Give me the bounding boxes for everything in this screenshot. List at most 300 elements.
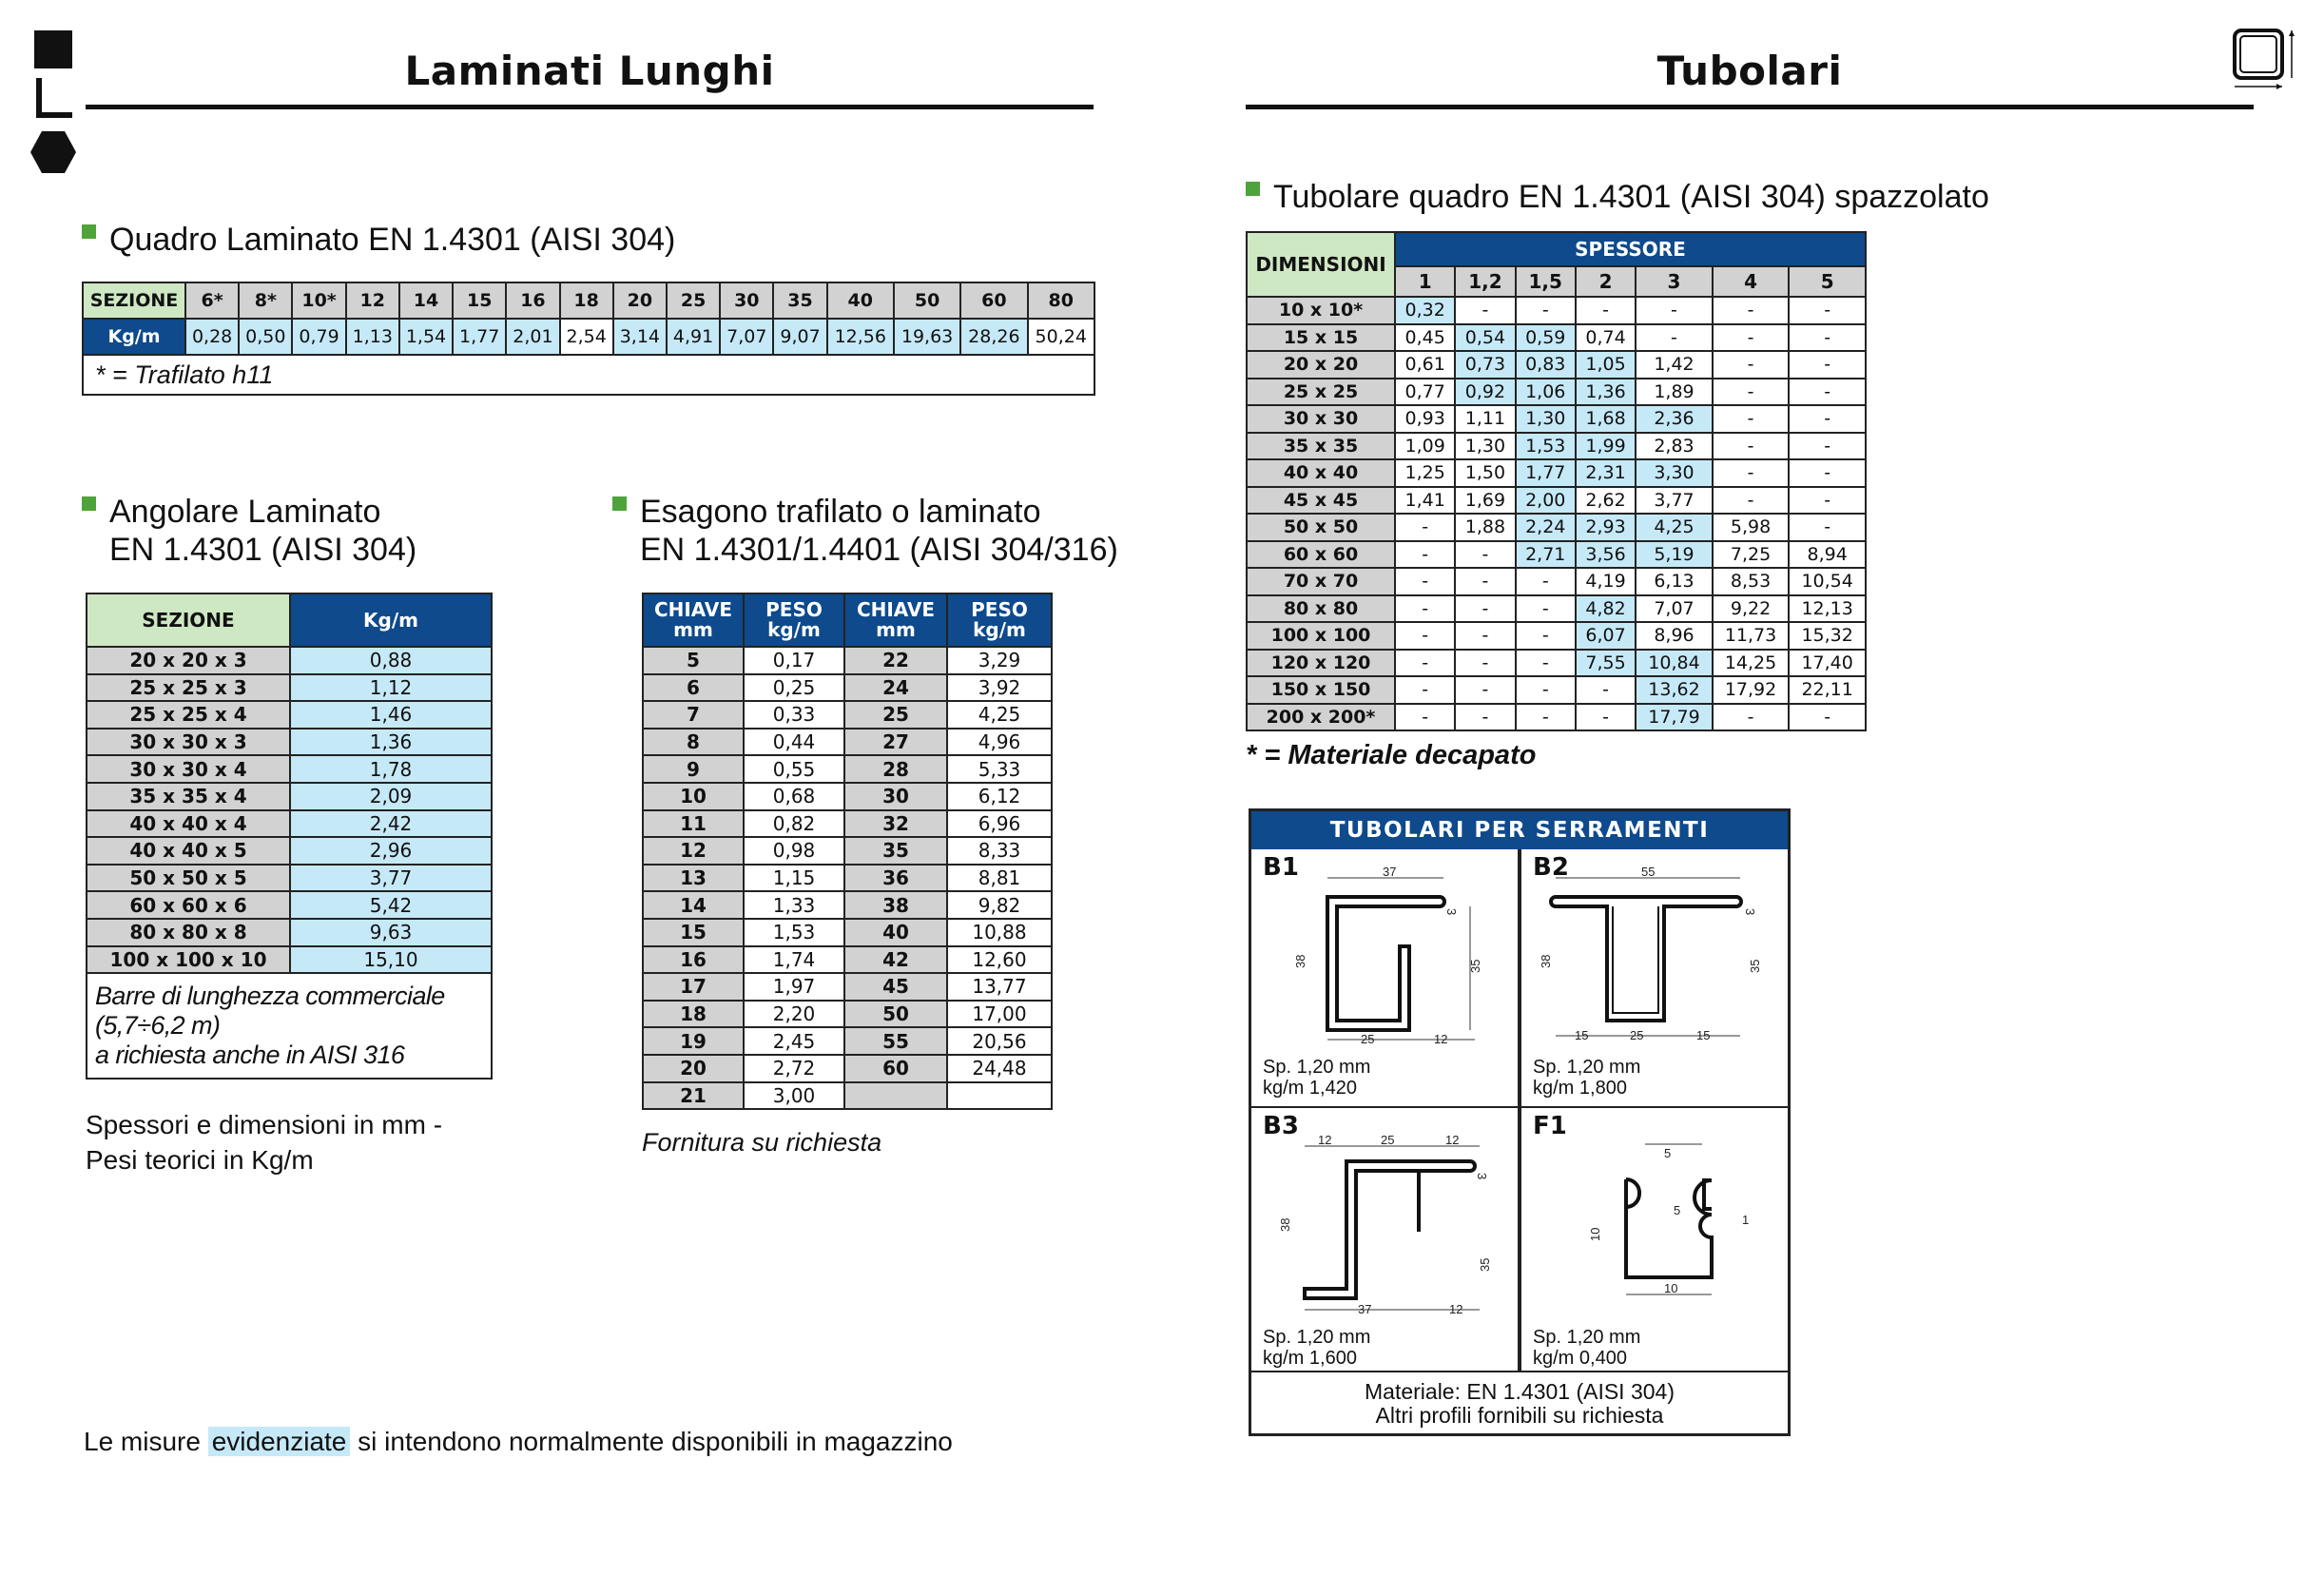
quadro-sezione-cell: 8*: [239, 282, 292, 319]
svg-text:25: 25: [1381, 1133, 1395, 1147]
table-row: [643, 865, 1052, 892]
esagono-peso-cell: 0,33: [744, 701, 844, 729]
tubolare-dim-cell: 200 x 200*: [1247, 704, 1395, 731]
tubolare-value-cell: -: [1516, 622, 1576, 650]
tubolare-value-cell: 0,59: [1516, 324, 1576, 352]
angolare-col-kgm: Kg/m: [290, 593, 492, 647]
tubolare-value-cell: 7,55: [1576, 650, 1636, 677]
tubolare-value-cell: 10,84: [1636, 650, 1713, 677]
tubolare-value-cell: 2,83: [1636, 433, 1713, 460]
tubolare-value-cell: -: [1395, 622, 1455, 650]
tubolare-value-cell: -: [1789, 324, 1866, 352]
esagono-col-chiave-1: CHIAVE mm: [643, 593, 744, 647]
angle-icon: [36, 78, 72, 118]
svg-text:15: 15: [1696, 1028, 1711, 1042]
table-row: [643, 647, 1052, 674]
svg-text:37: 37: [1383, 865, 1397, 879]
tubolare-value-cell: 8,53: [1713, 568, 1790, 595]
quadro-sezione-cell: 60: [960, 282, 1027, 319]
angolare-col-sezione: SEZIONE: [87, 593, 290, 647]
tubolare-dim-cell: 30 x 30: [1247, 405, 1395, 433]
profile-b1-code: B1: [1263, 853, 1299, 882]
esagono-col-chiave-2: CHIAVE mm: [844, 593, 947, 647]
esagono-footnote: Fornitura su richiesta: [642, 1128, 882, 1157]
esagono-chiave-cell: 30: [844, 783, 947, 810]
quadro-kgm-cell: 4,91: [667, 319, 720, 355]
esagono-chiave-cell: 27: [844, 729, 947, 756]
esagono-peso-cell: 0,44: [744, 729, 844, 756]
tubolare-value-cell: -: [1789, 704, 1866, 731]
svg-text:38: 38: [1539, 954, 1553, 968]
angolare-sezione-cell: 30 x 30 x 4: [87, 755, 290, 783]
angolare-kgm-cell: 9,63: [290, 919, 492, 946]
bullet-icon: [612, 496, 627, 511]
tubolare-value-cell: 2,36: [1636, 405, 1713, 433]
svg-text:12: 12: [1449, 1302, 1463, 1316]
angolare-kgm-cell: 2,96: [290, 837, 492, 865]
profile-b2: [1520, 849, 1788, 1108]
svg-text:35: 35: [1468, 959, 1482, 973]
tubolare-value-cell: 2,62: [1576, 487, 1636, 515]
tubolare-value-cell: 1,30: [1516, 405, 1576, 433]
tubolare-value-cell: 1,09: [1395, 433, 1455, 460]
profile-f1-drawing: [1521, 1108, 1790, 1322]
esagono-chiave-cell: 5: [643, 647, 744, 674]
angolare-sezione-cell: 20 x 20 x 3: [87, 647, 290, 674]
tubolare-value-cell: 5,19: [1636, 541, 1713, 569]
quadro-sezione-cell: 12: [346, 282, 399, 319]
table-row: [87, 729, 492, 756]
tubolare-value-cell: -: [1713, 405, 1790, 433]
tubolare-value-cell: 2,31: [1576, 459, 1636, 487]
table-row: [643, 729, 1052, 756]
svg-text:55: 55: [1641, 865, 1656, 879]
svg-text:35: 35: [1478, 1257, 1492, 1272]
tubolare-value-cell: 1,89: [1636, 379, 1713, 406]
tubolare-value-cell: -: [1576, 704, 1636, 731]
table-row: [1247, 704, 1866, 731]
tubolare-value-cell: 3,30: [1636, 459, 1713, 487]
tubolare-value-cell: 1,30: [1455, 433, 1515, 460]
tubolare-value-cell: 17,92: [1713, 676, 1790, 704]
esagono-peso-cell: 9,82: [947, 891, 1052, 919]
tubolare-value-cell: 2,24: [1516, 514, 1576, 541]
table-row: [1247, 405, 1866, 433]
quadro-sezione-label: SEZIONE: [83, 282, 185, 319]
tubolare-value-cell: 22,11: [1789, 676, 1866, 704]
tubolare-value-cell: 1,99: [1576, 433, 1636, 460]
esagono-peso-cell: 1,15: [744, 865, 844, 892]
tubolare-spessore-col: 4: [1713, 266, 1790, 297]
svg-text:25: 25: [1630, 1028, 1644, 1042]
esagono-chiave-cell: 40: [844, 919, 947, 946]
table-row: [87, 647, 492, 674]
square-icon: [34, 30, 72, 68]
esagono-peso-cell: 5,33: [947, 755, 1052, 783]
table-row: [643, 674, 1052, 702]
esagono-chiave-cell: 35: [844, 837, 947, 865]
tubolare-value-cell: 17,79: [1636, 704, 1713, 731]
esagono-chiave-cell: 50: [844, 1001, 947, 1028]
tubolare-value-cell: -: [1576, 676, 1636, 704]
svg-text:37: 37: [1358, 1302, 1372, 1316]
esagono-chiave-cell: 9: [643, 755, 744, 783]
tubolare-spessore-header: SPESSORE: [1395, 232, 1866, 266]
tubolare-footnote: * = Materiale decapato: [1246, 740, 1537, 770]
tubolare-dim-cell: 70 x 70: [1247, 568, 1395, 595]
tubolare-value-cell: 1,53: [1516, 433, 1576, 460]
esagono-chiave-cell: 12: [643, 837, 744, 865]
tubolare-value-cell: 17,40: [1789, 650, 1866, 677]
table-row: [87, 837, 492, 865]
table-row: [87, 783, 492, 810]
esagono-chiave-cell: 17: [643, 973, 744, 1001]
quadro-sezione-cell: 40: [827, 282, 894, 319]
esagono-chiave-cell: 7: [643, 701, 744, 729]
table-row: [87, 810, 492, 838]
esagono-peso-cell: 1,33: [744, 891, 844, 919]
highlighted-word: evidenziate: [208, 1427, 351, 1456]
esagono-peso-cell: 0,68: [744, 783, 844, 810]
esagono-chiave-cell: 32: [844, 810, 947, 838]
table-row: [87, 865, 492, 892]
tubolare-value-cell: 1,88: [1455, 514, 1515, 541]
quadro-sezione-cell: 10*: [292, 282, 345, 319]
angolare-sezione-cell: 40 x 40 x 5: [87, 837, 290, 865]
tubolare-value-cell: -: [1455, 297, 1515, 324]
tubolare-value-cell: 1,05: [1576, 351, 1636, 379]
esagono-peso-cell: 8,81: [947, 865, 1052, 892]
angolare-table: [86, 593, 493, 1080]
table-row: [1247, 541, 1866, 569]
tubolare-value-cell: 6,13: [1636, 568, 1713, 595]
tubolare-value-cell: 15,32: [1789, 622, 1866, 650]
esagono-peso-cell: 3,92: [947, 674, 1052, 702]
tubolare-dim-cell: 15 x 15: [1247, 324, 1395, 352]
angolare-sezione-cell: 30 x 30 x 3: [87, 729, 290, 756]
svg-text:3: 3: [1743, 908, 1757, 916]
tubolare-heading: Tubolare quadro EN 1.4301 (AISI 304) spazzolato: [1246, 178, 1989, 216]
tubolare-spessore-col: 1,2: [1455, 266, 1515, 297]
table-row: [643, 837, 1052, 865]
quadro-kgm-cell: 12,56: [827, 319, 894, 355]
angolare-heading: Angolare Laminato EN 1.4301 (AISI 304): [82, 493, 416, 569]
quadro-sezione-cell: 30: [720, 282, 773, 319]
tubolare-dim-cell: 50 x 50: [1247, 514, 1395, 541]
table-row: [1247, 297, 1866, 324]
page-title-tubolari: Tubolari: [1656, 48, 1843, 94]
tubolare-value-cell: 0,93: [1395, 405, 1455, 433]
table-row: [643, 946, 1052, 974]
quadro-kgm-cell: 1,77: [453, 319, 506, 355]
tubolare-value-cell: -: [1789, 405, 1866, 433]
quadro-sezione-cell: 20: [613, 282, 667, 319]
esagono-peso-cell: 6,96: [947, 810, 1052, 838]
tubolare-value-cell: -: [1789, 487, 1866, 515]
angolare-sezione-cell: 35 x 35 x 4: [87, 783, 290, 810]
tubolare-dim-cell: 100 x 100: [1247, 622, 1395, 650]
quadro-sezione-cell: 6*: [185, 282, 239, 319]
quadro-kgm-cell: 19,63: [894, 319, 960, 355]
tubolare-dim-cell: 60 x 60: [1247, 541, 1395, 569]
quadro-kgm-label: Kg/m: [83, 319, 185, 355]
quadro-sezione-cell: 15: [453, 282, 506, 319]
title-rule-right: [1246, 105, 2254, 109]
table-row: [643, 755, 1052, 783]
tubolare-value-cell: -: [1455, 595, 1515, 623]
table-row: [643, 1001, 1052, 1028]
tubolare-value-cell: 0,73: [1455, 351, 1515, 379]
esagono-peso-cell: 3,29: [947, 647, 1052, 674]
quadro-kgm-cell: 28,26: [960, 319, 1027, 355]
svg-text:10: 10: [1664, 1281, 1678, 1295]
tubolare-value-cell: -: [1395, 676, 1455, 704]
table-row: [643, 919, 1052, 946]
tubolare-value-cell: -: [1395, 650, 1455, 677]
esagono-peso-cell: 10,88: [947, 919, 1052, 946]
quadro-sezione-cell: 18: [560, 282, 613, 319]
angolare-kgm-cell: 0,88: [290, 647, 492, 674]
angolare-kgm-cell: 1,12: [290, 674, 492, 702]
tubolare-value-cell: 10,54: [1789, 568, 1866, 595]
esagono-chiave-cell: 25: [844, 701, 947, 729]
esagono-peso-cell: 12,60: [947, 946, 1052, 974]
esagono-chiave-cell: 14: [643, 891, 744, 919]
esagono-chiave-cell: 60: [844, 1055, 947, 1082]
tubolare-value-cell: 0,92: [1455, 379, 1515, 406]
esagono-peso-cell: 4,25: [947, 701, 1052, 729]
table-row: [1247, 433, 1866, 460]
esagono-chiave-cell: 42: [844, 946, 947, 974]
table-row: [1247, 514, 1866, 541]
profile-b1-info: Sp. 1,20 mm kg/m 1,420: [1263, 1057, 1371, 1099]
esagono-chiave-cell: [844, 1082, 947, 1110]
esagono-chiave-cell: 28: [844, 755, 947, 783]
esagono-peso-cell: 0,55: [744, 755, 844, 783]
tubolare-value-cell: 14,25: [1713, 650, 1790, 677]
tubolare-value-cell: -: [1516, 676, 1576, 704]
angolare-sezione-cell: 40 x 40 x 4: [87, 810, 290, 838]
table-row: [643, 783, 1052, 810]
esagono-chiave-cell: 36: [844, 865, 947, 892]
square-tube-icon: [2231, 27, 2307, 93]
quadro-kgm-cell: 3,14: [613, 319, 667, 355]
quadro-kgm-cell: 50,24: [1028, 319, 1094, 355]
profile-f1-info: Sp. 1,20 mm kg/m 0,400: [1533, 1327, 1641, 1369]
tubolare-value-cell: -: [1395, 541, 1455, 569]
angolare-sezione-cell: 25 x 25 x 3: [87, 674, 290, 702]
table-row: [1247, 595, 1866, 623]
tubolare-value-cell: -: [1516, 704, 1576, 731]
tubolare-value-cell: -: [1455, 704, 1515, 731]
tubolare-spessore-col: 3: [1636, 266, 1713, 297]
tubolare-value-cell: 1,41: [1395, 487, 1455, 515]
tubolare-value-cell: -: [1789, 379, 1866, 406]
page-title-laminati: Laminati Lunghi: [404, 48, 775, 94]
esagono-chiave-cell: 18: [643, 1001, 744, 1028]
tubolare-value-cell: 1,36: [1576, 379, 1636, 406]
tubolare-dim-cell: 25 x 25: [1247, 379, 1395, 406]
svg-text:3: 3: [1444, 908, 1459, 916]
esagono-chiave-cell: 6: [643, 674, 744, 702]
tubolare-value-cell: -: [1395, 568, 1455, 595]
tubolare-value-cell: 0,83: [1516, 351, 1576, 379]
esagono-peso-cell: 1,53: [744, 919, 844, 946]
serramenti-box: [1249, 808, 1791, 1436]
svg-text:3: 3: [1475, 1173, 1489, 1180]
tubolare-value-cell: -: [1395, 514, 1455, 541]
esagono-peso-cell: 17,00: [947, 1001, 1052, 1028]
tubolare-value-cell: -: [1516, 568, 1576, 595]
esagono-peso-cell: 0,17: [744, 647, 844, 674]
tubolare-value-cell: -: [1713, 433, 1790, 460]
esagono-peso-cell: [947, 1082, 1052, 1110]
serramenti-footer: Materiale: EN 1.4301 (AISI 304) Altri profili fornibili su richiesta: [1365, 1379, 1675, 1428]
tubolare-dim-cell: 35 x 35: [1247, 433, 1395, 460]
profile-b1-drawing: [1251, 849, 1520, 1049]
tubolare-value-cell: -: [1455, 568, 1515, 595]
tubolare-value-cell: -: [1636, 324, 1713, 352]
esagono-chiave-cell: 13: [643, 865, 744, 892]
table-row: [87, 946, 492, 974]
tubolare-dim-cell: 80 x 80: [1247, 595, 1395, 623]
title-rule-left: [86, 105, 1094, 109]
quadro-sezione-cell: 14: [399, 282, 453, 319]
tubolare-dim-cell: 120 x 120: [1247, 650, 1395, 677]
esagono-chiave-cell: 20: [643, 1055, 744, 1082]
tubolare-value-cell: 1,25: [1395, 459, 1455, 487]
tubolare-value-cell: -: [1516, 297, 1576, 324]
tubolare-value-cell: -: [1395, 595, 1455, 623]
svg-text:25: 25: [1361, 1032, 1375, 1046]
tubolare-value-cell: 3,56: [1576, 541, 1636, 569]
table-row: [87, 674, 492, 702]
tubolare-value-cell: -: [1713, 459, 1790, 487]
tubolare-value-cell: -: [1455, 541, 1515, 569]
tubolare-value-cell: -: [1789, 351, 1866, 379]
table-row: [1247, 459, 1866, 487]
tubolare-value-cell: -: [1713, 324, 1790, 352]
quadro-sezione-cell: 35: [773, 282, 826, 319]
tubolare-value-cell: -: [1455, 622, 1515, 650]
esagono-chiave-cell: 16: [643, 946, 744, 974]
bottom-note: Le misure evidenziate si intendono normalmente disponibili in magazzino: [84, 1427, 953, 1456]
esagono-chiave-cell: 22: [844, 647, 947, 674]
esagono-col-peso-2: PESO kg/m: [947, 593, 1052, 647]
esagono-peso-cell: 3,00: [744, 1082, 844, 1110]
table-row: [1247, 568, 1866, 595]
esagono-chiave-cell: 11: [643, 810, 744, 838]
tubolare-value-cell: 1,42: [1636, 351, 1713, 379]
quadro-kgm-cell: 2,01: [506, 319, 559, 355]
table-row: [643, 810, 1052, 838]
esagono-chiave-cell: 19: [643, 1027, 744, 1055]
tubolare-value-cell: -: [1455, 676, 1515, 704]
quadro-sezione-cell: 16: [506, 282, 559, 319]
tubolare-value-cell: 12,13: [1789, 595, 1866, 623]
svg-text:12: 12: [1445, 1133, 1460, 1147]
profile-b3: [1251, 1108, 1520, 1372]
tubolare-value-cell: 0,77: [1395, 379, 1455, 406]
quadro-table: [82, 282, 1095, 396]
profile-b1: [1251, 849, 1520, 1108]
bullet-icon: [82, 496, 96, 511]
quadro-heading: Quadro Laminato EN 1.4301 (AISI 304): [82, 221, 675, 259]
esagono-chiave-cell: 8: [643, 729, 744, 756]
tubolare-dim-cell: 20 x 20: [1247, 351, 1395, 379]
tubolare-spessore-col: 2: [1576, 266, 1636, 297]
table-row: [643, 891, 1052, 919]
quadro-sezione-cell: 80: [1028, 282, 1094, 319]
tubolare-col-dimensioni: DIMENSIONI: [1247, 232, 1395, 297]
tubolare-value-cell: 0,74: [1576, 324, 1636, 352]
bullet-icon: [82, 224, 96, 239]
table-row: [643, 701, 1052, 729]
tubolare-spessore-col: 1,5: [1516, 266, 1576, 297]
esagono-peso-cell: 0,82: [744, 810, 844, 838]
tubolare-value-cell: 3,77: [1636, 487, 1713, 515]
tubolare-value-cell: 0,32: [1395, 297, 1455, 324]
esagono-peso-cell: 24,48: [947, 1055, 1052, 1082]
table-row: [1247, 676, 1866, 704]
bullet-icon: [1246, 182, 1260, 196]
profile-f1: [1520, 1108, 1788, 1372]
esagono-peso-cell: 2,72: [744, 1055, 844, 1082]
esagono-chiave-cell: 38: [844, 891, 947, 919]
tubolare-value-cell: 9,22: [1713, 595, 1790, 623]
hexagon-icon: [30, 131, 76, 173]
angolare-kgm-cell: 2,09: [290, 783, 492, 810]
tubolare-value-cell: 0,61: [1395, 351, 1455, 379]
angolare-sezione-cell: 80 x 80 x 8: [87, 919, 290, 946]
quadro-kgm-cell: 1,54: [399, 319, 453, 355]
profile-b3-code: B3: [1263, 1112, 1299, 1140]
tubolare-value-cell: 4,19: [1576, 568, 1636, 595]
table-row: [643, 1027, 1052, 1055]
svg-text:12: 12: [1434, 1032, 1448, 1046]
tubolare-dim-cell: 45 x 45: [1247, 487, 1395, 515]
quadro-note: * = Trafilato h11: [83, 355, 1094, 395]
tubolare-value-cell: 13,62: [1636, 676, 1713, 704]
quadro-kgm-cell: 7,07: [720, 319, 773, 355]
table-row: [643, 1082, 1052, 1110]
tubolare-value-cell: -: [1636, 297, 1713, 324]
table-row: [643, 973, 1052, 1001]
tubolare-value-cell: 2,00: [1516, 487, 1576, 515]
angolare-kgm-cell: 1,36: [290, 729, 492, 756]
tubolare-value-cell: 1,69: [1455, 487, 1515, 515]
esagono-chiave-cell: 24: [844, 674, 947, 702]
esagono-chiave-cell: 55: [844, 1027, 947, 1055]
esagono-peso-cell: 2,20: [744, 1001, 844, 1028]
tubolare-value-cell: 5,98: [1713, 514, 1790, 541]
angolare-sezione-cell: 50 x 50 x 5: [87, 865, 290, 892]
tubolare-value-cell: -: [1713, 704, 1790, 731]
tubolare-value-cell: 2,71: [1516, 541, 1576, 569]
tubolare-value-cell: -: [1395, 704, 1455, 731]
tubolare-value-cell: 1,68: [1576, 405, 1636, 433]
angolare-kgm-cell: 15,10: [290, 946, 492, 974]
tubolare-value-cell: -: [1789, 459, 1866, 487]
svg-text:12: 12: [1318, 1133, 1332, 1147]
table-row: [1247, 622, 1866, 650]
profile-b3-info: Sp. 1,20 mm kg/m 1,600: [1263, 1327, 1371, 1369]
profile-b2-code: B2: [1533, 853, 1569, 882]
esagono-chiave-cell: 15: [643, 919, 744, 946]
table-row: [87, 919, 492, 946]
table-row: [1247, 351, 1866, 379]
angolare-kgm-cell: 3,77: [290, 865, 492, 892]
